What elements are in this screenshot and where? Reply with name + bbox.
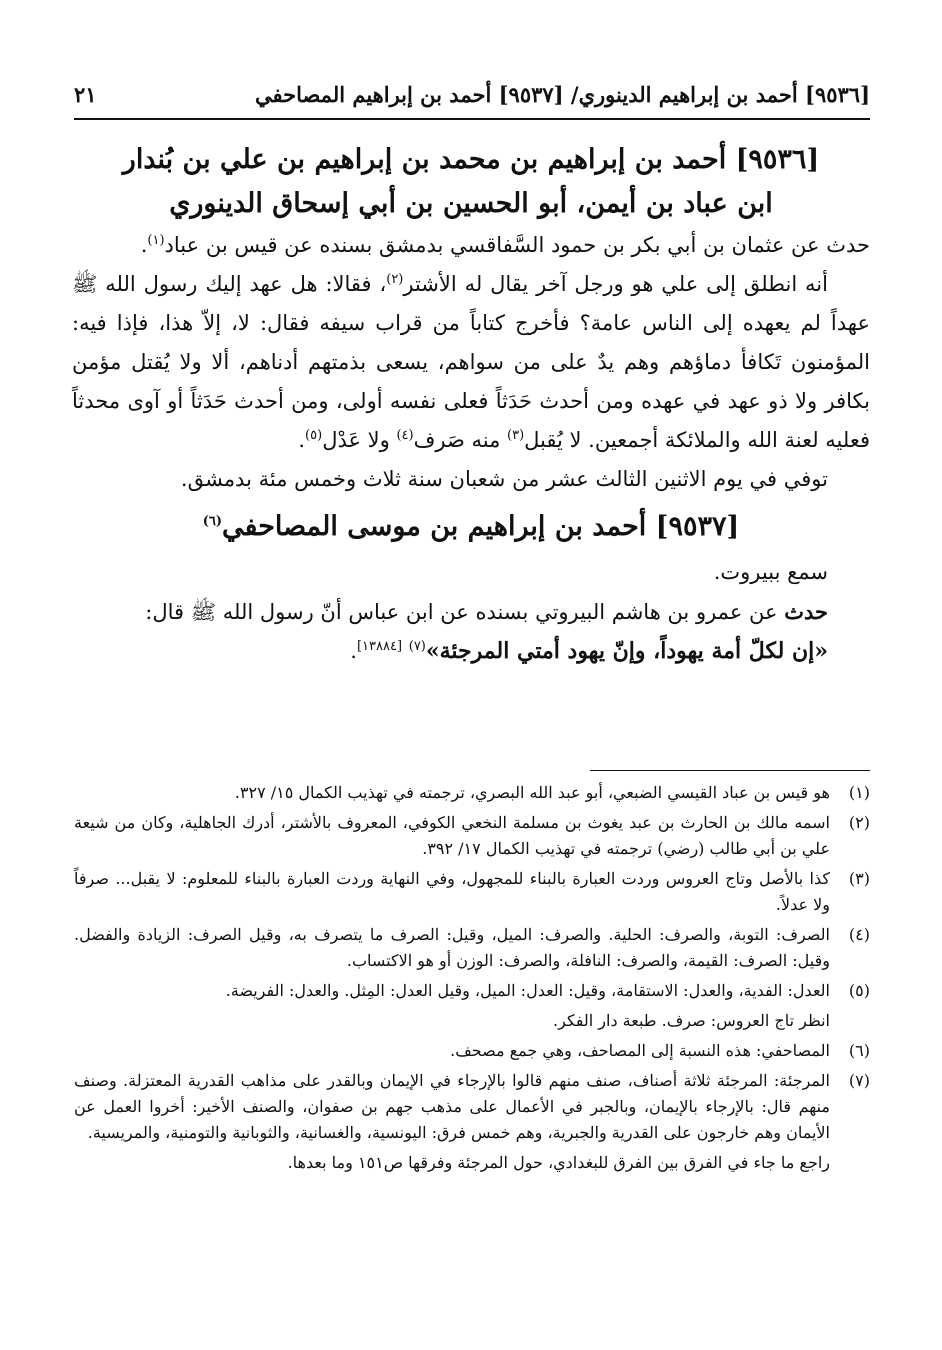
footnote-number: (٦): [848, 1041, 870, 1060]
footnote-number: (٣): [848, 869, 870, 888]
footnote-text: هو قيس بن عباد القيسي الضبعي، أبو عبد الله البصري، ترجمته في تهذيب الكمال ١٥/ ٣٢٧.: [234, 783, 830, 802]
text-run: ولا عَدْل: [322, 428, 397, 452]
running-head: [74, 76, 870, 112]
entry-title-2: [72, 505, 870, 549]
footnote-continuation: انظر تاج العروس: صرف. طبعة دار الفكر.: [553, 1011, 830, 1030]
footnote-text: كذا بالأصل وتاج العروس وردت العبارة بالبناء للمجهول، وفي النهاية وردت العبارة بالبناء للمعلوم: لا يقبل... صرفاً ولا عدلاً.: [74, 869, 830, 914]
entry-title-line1: [٩٥٣٦] أحمد بن إبراهيم بن محمد بن إبراهيم بن علي بن بُندار: [122, 144, 820, 175]
footnote: [74, 922, 870, 974]
text-run: .: [140, 233, 148, 257]
text-run: منه صَرف: [413, 428, 507, 452]
page-number: ٢١: [74, 81, 97, 107]
footnotes: [74, 780, 870, 1180]
text-run: حدث عن عثمان بن أبي بكر بن حمود السَّفاقسي بدمشق بسنده عن قيس بن عباد: [164, 233, 870, 257]
entry-title-text: [٩٥٣٧] أحمد بن إبراهيم بن موسى المصاحفي: [222, 511, 740, 542]
footnote-ref[interactable]: (٥): [305, 428, 323, 443]
footnote: [74, 810, 870, 862]
footnote-continuation: راجع ما جاء في الفرق بين الفرق للبغدادي، حول المرجئة وفرقها ص١٥١ وما بعدها.: [287, 1153, 830, 1172]
footnote-number: (٢): [848, 813, 870, 832]
footnote-ref[interactable]: (٧): [408, 639, 426, 654]
footnote: [74, 866, 870, 918]
footnote-text: المرجئة: المرجئة ثلاثة أصناف، صنف منهم قالوا بالإرجاء في الإيمان وبالقدر على مذاهب القدرية المعتزلة. وصنف منهم قال: بالإرجاء بالإيمان، وبالجبر في الأعمال على مذهب جهم بن صفوان، والصنف الأخير: أخروا العمل عن الأيمان وهم خارجون على القدرية والجبرية، وهم خمس فرق: اليونسية، والغسانية، والثوبانية والتومنية، والمريسية.: [74, 1071, 830, 1142]
footnote-ref[interactable]: (٤): [396, 428, 414, 443]
entry-title-line2: ابن عباد بن أيمن، أبو الحسين بن أبي إسحاق الدينوري: [169, 188, 773, 219]
text-run: عن عمرو بن هاشم البيروتي بسنده عن ابن عباس أنّ رسول الله ﷺ قال:: [145, 600, 785, 624]
bold-lead: حدث: [784, 599, 828, 624]
footnote-text: الصرف: التوبة، والصرف: الحلية. والصرف: الميل، وقيل: الصرف ما يتصرف به، وقيل الصرف: الزيادة والفضل. وقيل: الصرف: القيمة، والصرف: النافلة، والصرف: الوزن أو هو الاكتساب.: [74, 925, 831, 970]
hadith-quote: [72, 632, 870, 671]
paragraph: توفي في يوم الاثنين الثالث عشر من شعبان سنة ثلاث وخمس مئة بدمشق.: [180, 467, 828, 491]
footnote-ref[interactable]: (٦): [202, 514, 223, 529]
text-run: ، فقالا: هل عهد إليك رسول الله ﷺ عهداً لم يعهده إلى الناس عامة؟ فأخرج كتاباً من قراب سيفه فقال: لا، إلاّ هذا، فإذا فيه: المؤمنون تَكافأ دماؤهم وهم يدٌ على من سواهم، يسعى بذمتهم أدناهم، ألا ولا يُقتل مؤمن بكافر ولا ذو عهد في عهده ومن أحدث حَدَثاً فعلى نفسه أولى، ومن أحدث حَدَثاً أو آوى محدثاً فعليه لعنة الله والملائكة أجمعين. لا يُقبل: [72, 272, 870, 452]
text-run: .: [298, 428, 306, 452]
footnote-text: المصاحفي: هذه النسبة إلى المصاحف، وهي جمع مصحف.: [450, 1041, 830, 1060]
hadith-number: [١٣٨٨٤]: [356, 639, 403, 654]
footnote-ref[interactable]: (١): [147, 233, 165, 248]
footnote: [74, 1068, 870, 1146]
paragraph: [72, 265, 870, 460]
paragraph: [72, 226, 870, 265]
text-run: .: [350, 639, 357, 663]
footnote-ref[interactable]: (٣): [507, 428, 525, 443]
text-run: أنه انطلق إلى علي هو ورجل آخر يقال له الأشتر: [403, 272, 828, 296]
footnote-number: (٤): [848, 925, 870, 944]
footnote: [74, 780, 870, 806]
footnote-text: اسمه مالك بن الحارث بن عبد يغوث بن مسلمة النخعي الكوفي، المعروف بالأشتر، أدرك الجاهلية، وكان من شيعة علي بن أبي طالب (رضي) ترجمته في تهذيب الكمال ١٧/ ٣٩٢.: [74, 813, 830, 858]
footnote-number: (٥): [848, 981, 870, 1000]
footnote: [74, 1038, 870, 1064]
running-title: [٩٥٣٦] أحمد بن إبراهيم الدينوري/ [٩٥٣٧] أحمد بن إبراهيم المصاحفي: [254, 81, 870, 107]
footnote: [74, 978, 870, 1004]
quote-text: «إن لكلّ أمة يهوداً، وإنّ يهود أمتي المرجئة»: [425, 638, 828, 664]
paragraph: سمع ببيروت.: [713, 560, 828, 584]
footnote-rule: [590, 770, 870, 771]
footnote-number: (١): [848, 783, 870, 802]
footnote-text: العدل: الفدية، والعدل: الاستقامة، وقيل: العدل: الميل، وقيل العدل: المِثل. والعدل: الفريضة.: [225, 981, 830, 1000]
footnote-number: (٧): [848, 1071, 870, 1090]
header-rule: [74, 118, 870, 120]
footnote-ref[interactable]: (٢): [386, 272, 404, 287]
main-text: [72, 138, 870, 671]
paragraph: [72, 592, 870, 632]
